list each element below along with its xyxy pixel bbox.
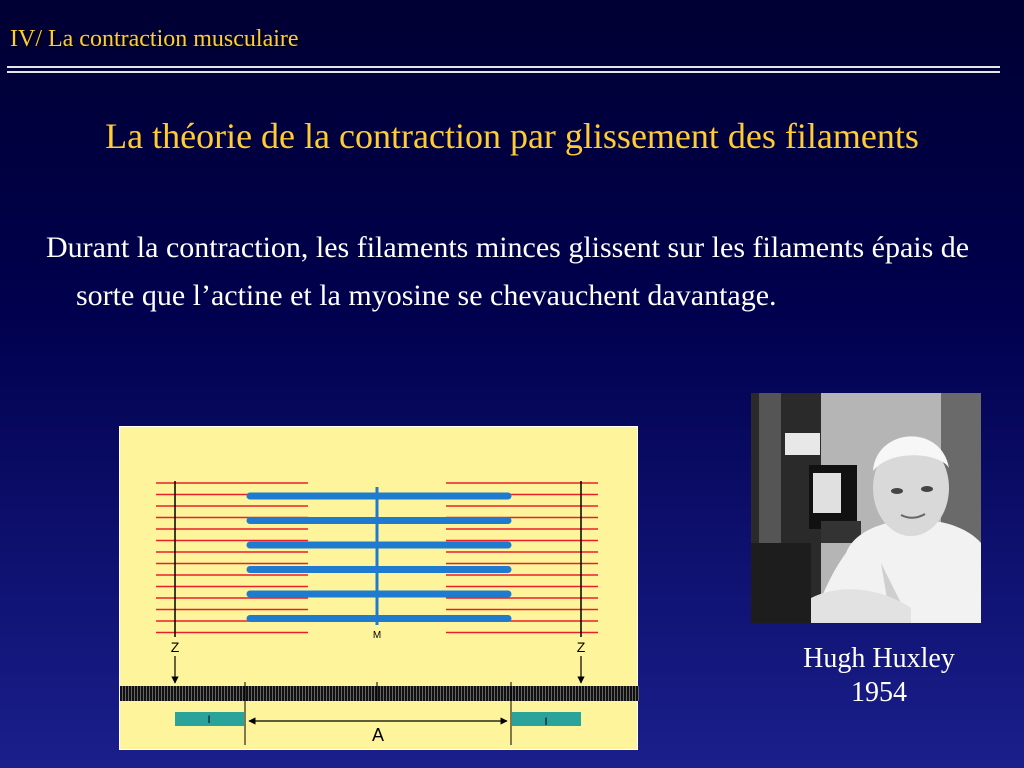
i-label-left: I xyxy=(207,714,211,726)
striation-band xyxy=(120,686,639,701)
sarcomere-diagram xyxy=(119,426,638,750)
portrait-photo xyxy=(751,393,981,623)
caption-year: 1954 xyxy=(851,677,907,708)
thick-filaments xyxy=(250,496,508,619)
body-paragraph: Durant la contraction, les filaments minces glissent sur les filaments épais de sorte que l’actine et la myosine se chevauchent davantage. xyxy=(46,231,970,312)
thin-filaments-right xyxy=(446,483,598,633)
section-title: IV/ La contraction musculaire xyxy=(10,26,299,52)
header-divider-secondary xyxy=(7,71,1000,73)
caption-name: Hugh Huxley xyxy=(803,643,955,674)
thin-filaments-left xyxy=(156,483,308,633)
i-label-right: I xyxy=(544,716,548,728)
photo-caption xyxy=(760,642,998,710)
z-label-right: Z xyxy=(576,639,586,655)
header-divider xyxy=(7,66,1000,68)
z-label-left: Z xyxy=(170,639,180,655)
portrait-illustration xyxy=(751,393,981,623)
a-band-label: A xyxy=(371,725,385,745)
slide-title: La théorie de la contraction par glissement des filaments xyxy=(105,116,919,156)
sarcomere-svg xyxy=(120,427,639,751)
m-label: M xyxy=(372,630,382,641)
